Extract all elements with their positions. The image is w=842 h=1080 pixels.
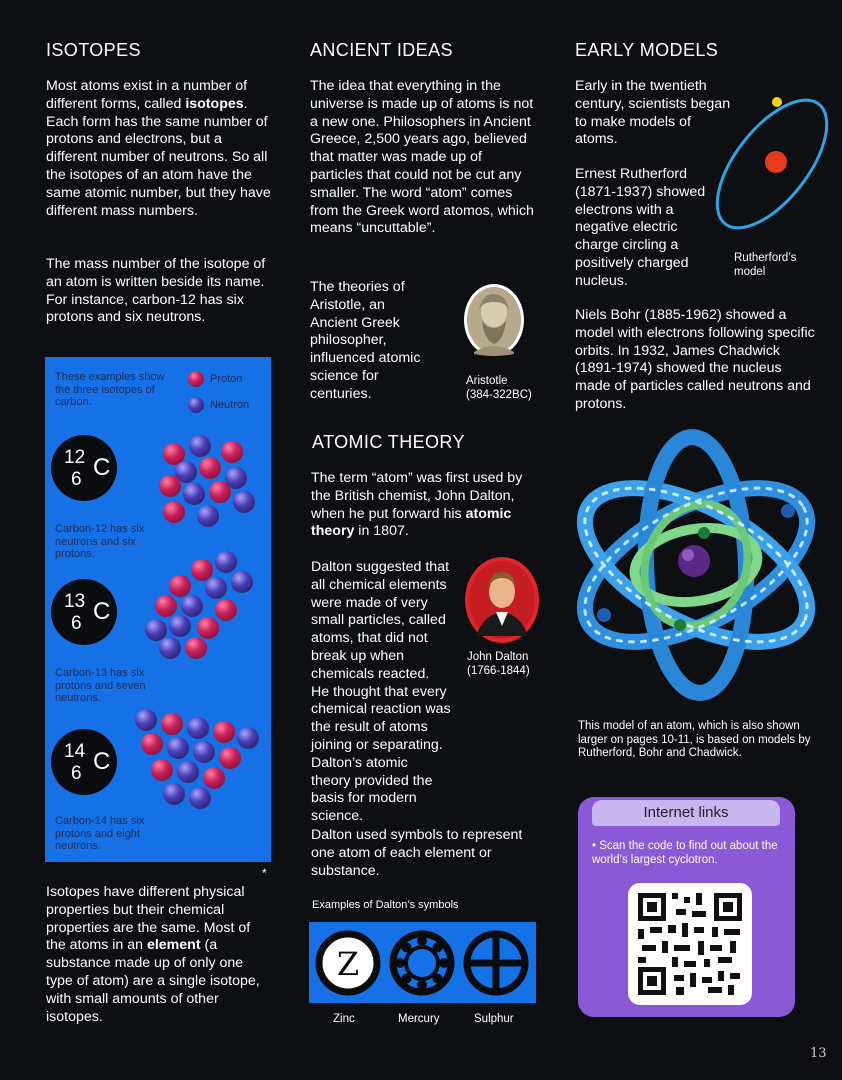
electron-icon <box>772 97 782 107</box>
atomic-number: 6 <box>71 469 82 490</box>
proton <box>219 747 241 769</box>
theory-paragraph-3: Dalton used symbols to represent one atom of each element or substance. <box>311 827 523 879</box>
carbon-12-nucleus <box>155 431 265 541</box>
isotopes-p1-text: Most atoms exist in a number of different forms, called <box>46 78 248 112</box>
theory-p2-text: Dalton suggested that all chemical elements were made of very small particles, called atoms, that did not break up when chemicals reacted. He thought that every chemical reaction was the result of atoms joining or separating. Dalton’s atomic theory provided the basis for modern science. <box>311 559 451 825</box>
isotopes-heading: ISOTOPES <box>46 40 141 60</box>
neutron <box>159 637 181 659</box>
carbon-12-caption: Carbon-12 has six neutrons and six protons. <box>55 523 145 560</box>
qr-code-icon <box>628 883 752 1005</box>
nucleus-icon <box>678 545 710 577</box>
isotopes-paragraph-1 <box>46 78 272 220</box>
neutron <box>233 491 255 513</box>
mercury-symbol-icon <box>387 928 457 998</box>
isotopes-paragraph-2: The mass number of the isotope of an atom is written beside its name. For instance, carbon-12 has six protons and six neutrons. <box>46 256 266 326</box>
proton <box>197 617 219 639</box>
proton <box>199 457 221 479</box>
mercury-label: Mercury <box>398 1013 440 1025</box>
element-symbol: C <box>93 454 111 481</box>
mass-number: 12 <box>64 447 86 468</box>
dalton-dates: (1766-1844) <box>467 665 530 677</box>
neutron <box>197 505 219 527</box>
ancient-ideas-heading: ANCIENT IDEAS <box>310 40 453 60</box>
atomic-number: 6 <box>71 613 82 634</box>
neutron <box>181 595 203 617</box>
neutron <box>167 737 189 759</box>
theory-p1-text-end: in 1807. <box>354 523 409 540</box>
carbon-14-caption: Carbon-14 has six protons and eight neutrons. <box>55 815 145 852</box>
dalton-portrait <box>464 556 540 644</box>
atomic-theory-heading: ATOMIC THEORY <box>312 432 465 452</box>
carbon-13-caption: Carbon-13 has six protons and seven neutrons. <box>55 667 146 704</box>
isotopes-p1-text-end: . Each form has the same number of protons and electrons, but a different number of neutrons. So all the isotopes of an atom have the same atomic number, but they have different mass numbers. <box>46 95 271 219</box>
neutron <box>169 615 191 637</box>
atom-model-caption: This model of an atom, which is also shown larger on pages 10-11, is based on models by Rutherford, Bohr and Chadwick. <box>578 720 811 759</box>
neutron <box>183 483 205 505</box>
page-number: 13 <box>810 1046 827 1061</box>
isotopes-panel-intro: These examples show the three isotopes of carbon. <box>55 371 165 408</box>
neutron-legend-label: Neutron <box>210 399 250 411</box>
neutron <box>205 577 227 599</box>
internet-links-text <box>592 840 792 867</box>
aristotle-portrait <box>462 282 526 368</box>
element-symbol: C <box>93 598 111 625</box>
proton <box>155 595 177 617</box>
proton <box>151 759 173 781</box>
early-paragraph-3: Niels Bohr (1885-1962) showed a model with electrons following specific orbits. In 1932, James Chadwick (1891-1974) showed the nucleus made of particles called neutrons and protons. <box>575 307 815 412</box>
star-marker: * <box>262 866 267 880</box>
early-paragraph-1: Early in the twentieth century, scientists began to make models of atoms. <box>575 78 731 148</box>
neutron <box>237 727 259 749</box>
proton <box>169 575 191 597</box>
sulphur-label: Sulphur <box>474 1013 514 1025</box>
neutron <box>215 551 237 573</box>
isotopes-term: isotopes <box>185 95 244 112</box>
carbon-13-nucleus <box>145 547 265 667</box>
zinc-label: Zinc <box>333 1013 355 1025</box>
isotopes-p3-text: Isotopes have different physical properties but their chemical properties are the same. Most of the atoms in an <box>46 884 251 954</box>
rutherford-model-illustration <box>712 84 832 244</box>
proton-legend-icon <box>188 371 204 387</box>
qr-code[interactable] <box>628 883 752 1005</box>
neutron <box>193 741 215 763</box>
neutron-legend-icon <box>188 397 204 413</box>
theory-p1-text: The term “atom” was first used by the British chemist, John Dalton, when he put forward his <box>311 470 523 522</box>
theory-paragraph-1 <box>311 470 537 541</box>
proton <box>159 475 181 497</box>
internet-links-tab: Internet links <box>592 800 780 826</box>
sulphur-symbol-icon <box>461 928 531 998</box>
aristotle-dates: (384-322BC) <box>466 389 532 401</box>
aristotle-name: Aristotle <box>466 375 508 387</box>
neutron <box>177 761 199 783</box>
proton <box>213 721 235 743</box>
neutron <box>231 571 253 593</box>
isotopes-p3-text-end: (a substance made up of only one type of atom) are a single isotope, with small amounts of other isotopes. <box>46 937 260 1025</box>
early-paragraph-2: Ernest Rutherford (1871-1937) showed electrons with a negative electric charge circling a positively charged nucleus. <box>575 166 706 289</box>
neutron <box>189 787 211 809</box>
neutron <box>135 709 157 731</box>
carbon-14-symbol <box>51 729 117 795</box>
atom-model-illustration <box>560 425 832 705</box>
proton <box>163 501 185 523</box>
nucleus-icon <box>765 151 787 173</box>
ancient-paragraph-2: The theories of Aristotle, an Ancient Greek philosopher, influenced atomic science for centuries. <box>310 279 421 402</box>
ancient-paragraph-1: The idea that everything in the universe is made up of atoms is not a new one. Philosophers in Ancient Greece, 2,500 years ago, believed that matter was made up of particles that could not be cut any smaller. The word “atom” comes from the Greek word atomos, which means “uncuttable”. <box>310 78 534 237</box>
atomic-number: 6 <box>71 763 82 784</box>
proton-legend-label: Proton <box>210 373 243 385</box>
proton <box>141 733 163 755</box>
isotopes-panel <box>45 357 271 862</box>
isotopes-paragraph-3 <box>46 884 272 1026</box>
carbon-14-nucleus <box>135 707 265 817</box>
proton <box>185 637 207 659</box>
mass-number: 14 <box>64 741 86 762</box>
proton <box>215 599 237 621</box>
proton <box>203 767 225 789</box>
proton <box>209 481 231 503</box>
neutron <box>189 435 211 457</box>
dalton-symbols-panel <box>309 922 536 1003</box>
element-term: element <box>146 937 201 954</box>
internet-links-description: Scan the code to find out about the world’s largest cyclotron. <box>592 840 778 866</box>
element-symbol: C <box>93 748 111 775</box>
zinc-letter: Z <box>336 945 360 983</box>
rutherford-caption: Rutherford’s model <box>734 252 797 278</box>
theory-paragraph-2a <box>311 559 451 826</box>
bullet: • <box>592 840 597 852</box>
atomic-theory-term: atomic theory <box>311 505 512 540</box>
mass-number: 13 <box>64 591 86 612</box>
dalton-symbols-caption: Examples of Dalton’s symbols <box>312 899 459 911</box>
zinc-symbol-icon <box>313 928 383 998</box>
neutron <box>187 717 209 739</box>
dalton-name: John Dalton <box>467 651 529 663</box>
neutron <box>163 783 185 805</box>
proton <box>221 441 243 463</box>
early-models-heading: EARLY MODELS <box>575 40 719 60</box>
internet-links-box <box>578 797 795 1017</box>
carbon-12-symbol <box>51 435 117 501</box>
proton <box>161 713 183 735</box>
carbon-13-symbol <box>51 579 117 645</box>
